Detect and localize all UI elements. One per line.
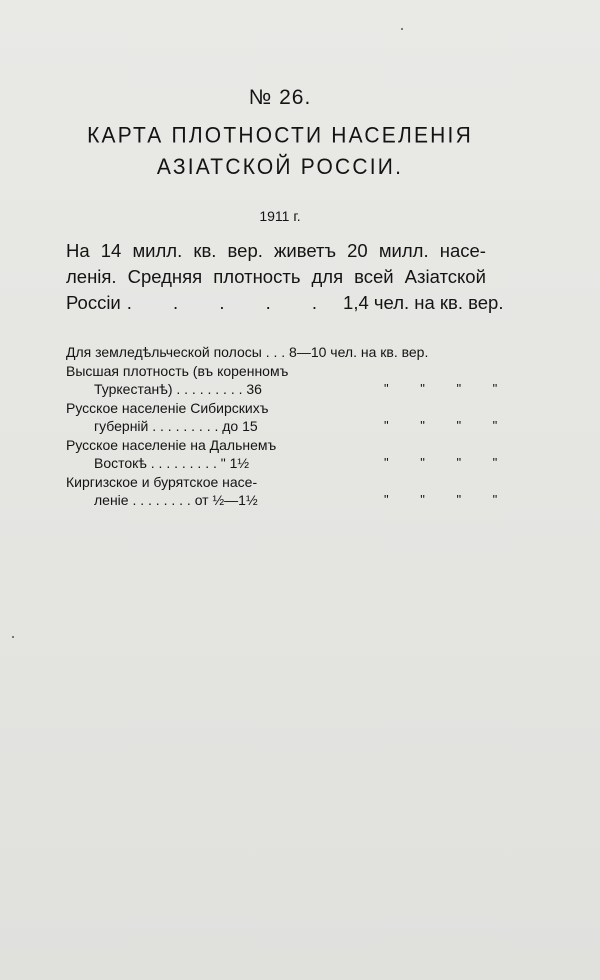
table-row — [66, 399, 486, 418]
word: живетъ — [273, 240, 337, 261]
title-line-1: КАРТА ПЛОТНОСТИ НАСЕЛЕНIЯ — [87, 123, 473, 148]
title-line-2: АЗIАТСКОЙ РОССIИ. — [156, 155, 404, 180]
word: для — [311, 266, 344, 287]
ditto-marks: " " " " — [384, 455, 512, 470]
row-text: губернiй . . . . . . . . . до 15 — [94, 418, 258, 434]
intro-region: Россiи — [66, 292, 121, 313]
ditto-marks: " " " " — [384, 381, 512, 396]
word: ленiя. — [66, 266, 117, 287]
paper-speck — [12, 636, 14, 638]
word: Средняя — [127, 266, 203, 287]
page-title — [0, 121, 560, 184]
row-text: Высшая плотность (въ коренномъ — [66, 362, 289, 379]
document-number: № 26. — [248, 86, 312, 109]
intro-line-3 — [66, 290, 504, 316]
density-table — [66, 343, 512, 510]
year-label: 1911 г. — [259, 208, 301, 224]
intro-line-1 — [66, 238, 486, 264]
ditto-marks: " " " " — [384, 418, 512, 433]
table-row — [66, 343, 486, 362]
row-text: Востокѣ . . . . . . . . . " 1½ — [94, 455, 250, 471]
row-text: Для земледѣльческой полосы . . . 8—10 чел. на кв. вер. — [66, 344, 429, 360]
intro-leader-dots: . . . . . — [126, 292, 336, 313]
word: милл. — [378, 240, 429, 261]
row-text: Киргизское и бурятское насе- — [66, 473, 258, 490]
word: Азiатской — [404, 266, 486, 287]
word: всей — [354, 266, 394, 287]
row-text: ленiе . . . . . . . . от ½—1½ — [94, 492, 258, 508]
table-row — [66, 362, 486, 381]
word: милл. — [132, 240, 183, 261]
table-row — [66, 454, 512, 473]
table-row — [66, 380, 512, 399]
word: плотность — [213, 266, 301, 287]
word: На — [66, 240, 90, 261]
row-text: Русское населенiе на Дальнемъ — [66, 436, 277, 453]
intro-density-value: 1,4 чел. на кв. вер. — [343, 292, 504, 313]
word: вер. — [227, 240, 263, 261]
word: 14 — [100, 240, 122, 261]
intro-paragraph — [66, 238, 504, 316]
paper-speck — [401, 28, 403, 30]
table-row — [66, 436, 486, 455]
row-text: Русское населенiе Сибирскихъ — [66, 399, 269, 416]
table-row — [66, 473, 486, 492]
table-row — [66, 491, 512, 510]
word: насе- — [439, 240, 486, 261]
word: кв. — [193, 240, 217, 261]
row-text: Туркестанѣ) . . . . . . . . . 36 — [94, 381, 262, 397]
table-row — [66, 417, 512, 436]
ditto-marks: " " " " — [384, 492, 512, 507]
word: 20 — [347, 240, 368, 261]
intro-line-2 — [66, 264, 486, 290]
